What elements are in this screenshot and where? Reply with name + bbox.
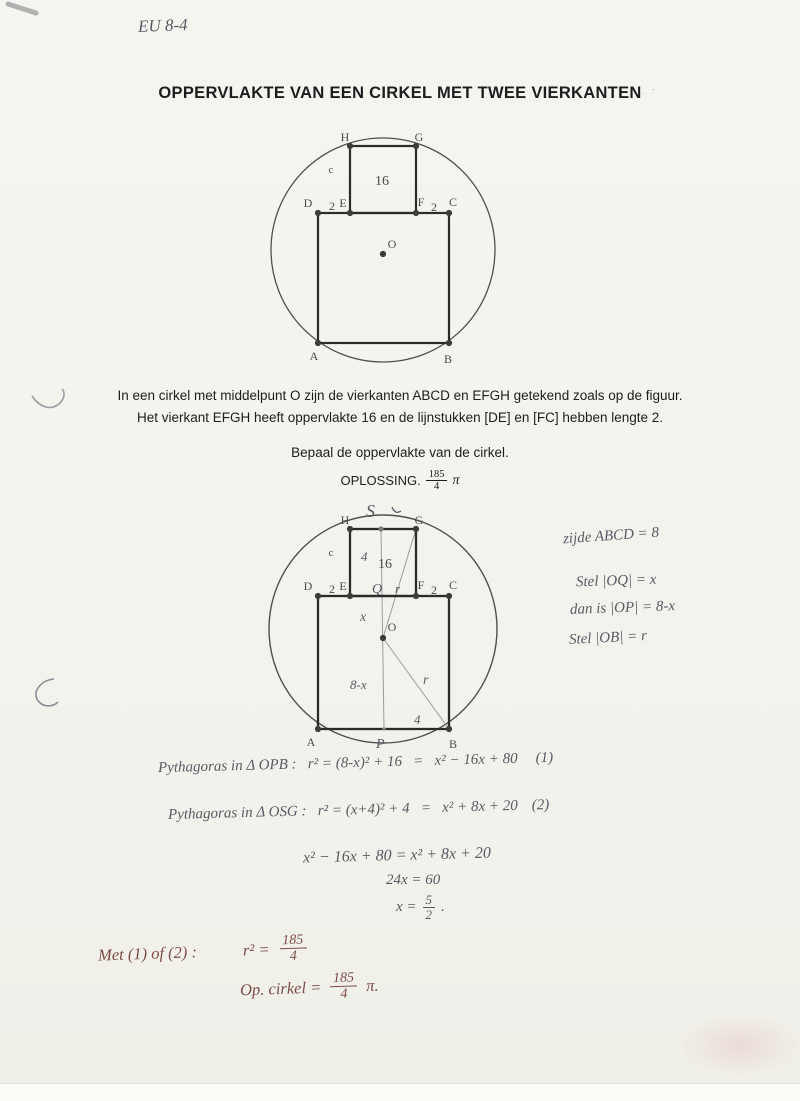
conclusion-r2-denominator: 4 — [289, 948, 298, 965]
conclusion-area-pi: π. — [365, 975, 379, 995]
solution-label: OPLOSSING. — [340, 473, 421, 489]
hw-label-4-bottom: 4 — [414, 712, 421, 727]
figure1-labels — [304, 130, 457, 366]
margin-mark-lower — [36, 679, 58, 706]
conclusion-area-numerator: 185 — [330, 970, 358, 987]
solution-fraction — [426, 469, 448, 493]
label-B: B — [448, 737, 458, 751]
work-eq-1-tag: (1) — [535, 749, 554, 767]
label-D: D — [303, 196, 313, 210]
hw-squiggle-after-S — [392, 507, 401, 512]
label-c: c — [328, 164, 334, 176]
solution-pi: π — [452, 472, 460, 488]
note-stel-oq: Stel |OQ| = x — [575, 571, 657, 591]
label-2-right: 2 — [431, 583, 437, 597]
work-line-equate: x² − 16x + 80 = x² + 8x + 20 — [302, 844, 492, 867]
hw-label-Q: Q — [372, 582, 383, 597]
note-dan-is-op: dan is |OP| = 8-x — [569, 598, 676, 618]
label-C: C — [448, 578, 458, 592]
label-H: H — [340, 130, 350, 144]
conclusion-area-denominator: 4 — [340, 986, 348, 1003]
conclusion-r2-numerator: 185 — [279, 932, 307, 949]
label-2-left: 2 — [329, 199, 335, 213]
label-O: O — [387, 237, 397, 251]
hw-label-8-minus-x: 8-x — [350, 677, 367, 692]
figure2-solution-diagram — [253, 498, 517, 762]
work-x-fraction-numerator: 5 — [423, 893, 436, 908]
work-eq-2: Pythagoras in Δ OSG : r² = (x+4)² + 4 = x² + 8x + 20 — [167, 797, 518, 823]
label-c: c — [328, 547, 334, 559]
scan-smudge-bottom-right — [675, 1012, 800, 1078]
conclusion-met-label: Met (1) of (2) : — [97, 941, 198, 965]
solution-line — [0, 469, 800, 493]
hw-label-4-top: 4 — [361, 549, 368, 564]
work-line-pythagoras-osg — [168, 797, 550, 824]
problem-task: Bepaal de oppervlakte van de cirkel. — [291, 445, 509, 460]
label-C: C — [448, 195, 458, 209]
note-side-abcd: zijde ABCD = 8 — [562, 524, 660, 548]
margin-pen-marks — [0, 0, 90, 740]
conclusion-circle-area — [239, 970, 379, 1006]
figure1-square-ABCD — [318, 213, 449, 343]
work-line-x-value — [396, 893, 445, 922]
label-B: B — [443, 352, 453, 366]
label-H: H — [340, 513, 350, 527]
label-E: E — [339, 579, 347, 593]
work-x-equals: x = — [396, 899, 417, 916]
conclusion-r-squared — [98, 932, 308, 970]
work-eq-2-tag: (2) — [531, 797, 550, 814]
label-A: A — [309, 349, 319, 363]
problem-line-1: In een cirkel met middelpunt O zijn de vierkanten ABCD en EFGH getekend zoals op de figuur. — [117, 388, 683, 403]
work-x-fraction — [423, 893, 436, 922]
solution-fraction-numerator: 185 — [426, 469, 448, 481]
scan-bottom-edge — [0, 1083, 800, 1101]
label-F: F — [417, 195, 425, 209]
note-stel-ob: Stel |OB| = r — [568, 627, 648, 649]
conclusion-area-label: Op. cirkel = — [239, 977, 322, 1000]
figure2-printed-labels — [304, 513, 457, 751]
title-scan-smudge: · ˉ — [641, 88, 658, 100]
work-x-fraction-denominator: 2 — [425, 907, 433, 923]
label-O: O — [387, 620, 397, 634]
label-A: A — [306, 735, 316, 749]
label-F: F — [417, 578, 425, 592]
point-P-dot — [382, 727, 385, 730]
point-S-dot — [378, 526, 383, 531]
label-2-right: 2 — [431, 200, 437, 214]
work-eq-1: Pythagoras in Δ OPB : r² = (8-x)² + 16 = x² − 16x + 80 — [157, 750, 518, 777]
figure1-circle — [271, 138, 495, 362]
conclusion-r2-fraction — [279, 932, 307, 964]
hw-label-S: S — [366, 501, 375, 521]
solution-fraction-denominator: 4 — [433, 481, 440, 493]
conclusion-area-fraction — [330, 970, 358, 1002]
label-D: D — [303, 579, 313, 593]
label-E: E — [339, 196, 347, 210]
label-G: G — [414, 130, 424, 144]
hw-label-P: P — [376, 737, 385, 752]
hw-label-r-diagonal: r — [423, 673, 429, 688]
work-line-24x: 24x = 60 — [386, 872, 441, 888]
hw-label-x: x — [360, 610, 367, 625]
label-area-16: 16 — [375, 174, 389, 189]
work-x-period: . — [441, 899, 445, 916]
figure1-circle-with-two-squares — [253, 122, 517, 378]
label-area-16: 16 — [378, 557, 392, 572]
label-G: G — [414, 513, 424, 527]
conclusion-r2-equals: r² = — [242, 939, 270, 960]
hw-label-r-upper: r — [395, 581, 401, 596]
worksheet-title: OPPERVLAKTE VAN EEN CIRKEL MET TWEE VIERKANTEN — [158, 84, 642, 102]
label-2-left: 2 — [329, 582, 335, 596]
margin-mark-upper — [32, 389, 64, 407]
problem-line-2: Het vierkant EFGH heeft oppervlakte 16 en de lijnstukken [DE] en [FC] hebben lengte 2. — [136, 410, 664, 425]
page-code: EU 8-4 — [137, 15, 188, 36]
